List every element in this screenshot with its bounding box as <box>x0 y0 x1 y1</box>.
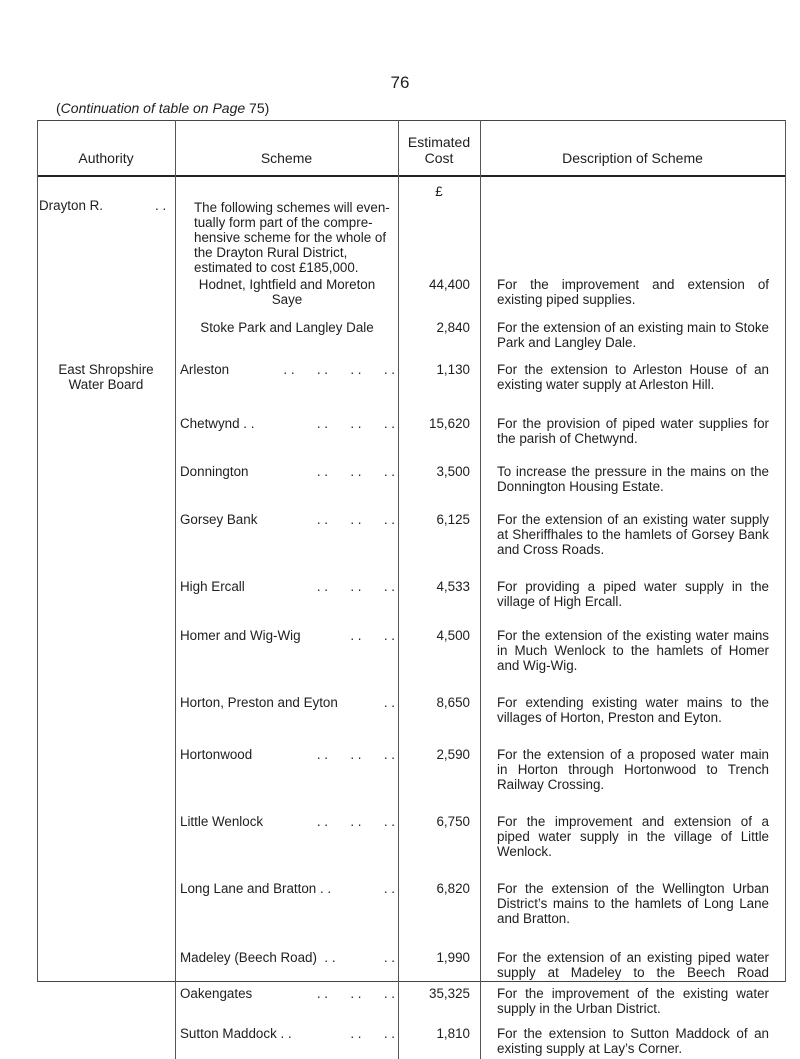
scheme-name: Hodnet, Ightfield and Moreton Saye <box>198 277 376 307</box>
cost-value: 6,125 <box>436 512 470 527</box>
drayton-intro: The following schemes will even- tually form part of the compre- hensive scheme for the whole of the Drayton Rural District, estimated to cost £185,000. <box>194 200 390 275</box>
scheme-name: Long Lane and Bratton . . . . <box>180 881 395 896</box>
scheme-description: For the improvement of the existing water supply in the Urban District. <box>497 986 769 1016</box>
column-divider <box>175 120 176 982</box>
cost-value: 4,533 <box>436 579 470 594</box>
cost-value: 8,650 <box>436 695 470 710</box>
authority-drayton: Drayton R. . . <box>39 198 167 213</box>
schemes-table <box>37 120 786 982</box>
header-authority: Authority <box>78 150 134 166</box>
scheme-description: For the provision of piped water supplies for the parish of Chetwynd. <box>497 416 769 446</box>
scheme-name: Madeley (Beech Road) . . . . <box>180 950 395 965</box>
table-left-border <box>37 120 38 982</box>
header-cost: Estimated Cost <box>407 134 471 166</box>
header-scheme: Scheme <box>260 150 313 166</box>
cost-value: 2,840 <box>436 320 470 335</box>
authority-east-shropshire: East Shropshire Water Board <box>58 362 154 392</box>
cost-value: 3,500 <box>436 464 470 479</box>
scheme-name: Homer and Wig-Wig . . . . <box>180 628 395 643</box>
scheme-name: Horton, Preston and Eyton . . <box>180 695 395 710</box>
scheme-name: Arleston . . . . . . . . <box>180 362 395 377</box>
column-divider <box>480 120 481 982</box>
scheme-description: For the extension of the Wellington Urban District’s mains to the hamlets of Long Lane and Bratton. <box>497 881 769 926</box>
scheme-name: Donnington . . . . . . <box>180 464 395 479</box>
header-rule <box>37 175 786 177</box>
scheme-name: Sutton Maddock . . . . . . <box>180 1026 395 1041</box>
scheme-description: For the extension of a proposed water main in Horton through Hortonwood to Trench Railway Crossing. <box>497 747 769 792</box>
continuation-note: (Continuation of table on Page 75) <box>56 100 270 116</box>
scheme-name: Little Wenlock . . . . . . <box>180 814 395 829</box>
column-divider <box>398 120 399 982</box>
cost-value: 6,750 <box>436 814 470 829</box>
column-divider <box>175 982 176 1059</box>
cost-value: 35,325 <box>429 986 470 1001</box>
scheme-description: For the improvement and extension of a piped water supply in the village of Little Wenlock. <box>497 814 769 859</box>
scheme-description: For the extension of an existing piped water supply at Madeley to the Beech Road <box>497 950 769 980</box>
scheme-description: For providing a piped water supply in the village of High Ercall. <box>497 579 769 609</box>
scheme-name: High Ercall . . . . . . <box>180 579 395 594</box>
cost-value: 15,620 <box>429 416 470 431</box>
cost-value: 2,590 <box>436 747 470 762</box>
scheme-description: To increase the pressure in the mains on the Donnington Housing Estate. <box>497 464 769 494</box>
cost-value: 1,130 <box>436 362 470 377</box>
scheme-description: For the improvement and extension of existing piped supplies. <box>497 277 769 307</box>
scheme-name: Gorsey Bank . . . . . . <box>180 512 395 527</box>
scheme-description: For the extension of an existing water supply at Sheriffhales to the hamlets of Gorsey Bank and Cross Roads. <box>497 512 769 557</box>
scheme-description: For the extension to Sutton Maddock of an existing supply at Lay’s Corner. <box>497 1026 769 1056</box>
cost-value: 1,990 <box>436 950 470 965</box>
scheme-name: Hortonwood . . . . . . <box>180 747 395 762</box>
table-top-rule <box>37 120 786 121</box>
scheme-name: Oakengates . . . . . . <box>180 986 395 1001</box>
cost-value: 1,810 <box>436 1026 470 1041</box>
cost-value: 4,500 <box>436 628 470 643</box>
scheme-name: Stoke Park and Langley Dale <box>200 320 374 335</box>
scheme-description: For the extension of an existing main to Stoke Park and Langley Dale. <box>497 320 769 350</box>
currency-symbol: £ <box>435 184 443 199</box>
column-divider <box>480 982 481 1059</box>
scheme-name: Chetwynd . . . . . . . . <box>180 416 395 431</box>
table-continuation <box>37 982 786 1059</box>
cost-value: 6,820 <box>436 881 470 896</box>
scheme-description: For the extension to Arleston House of an existing water supply at Arleston Hill. <box>497 362 769 392</box>
cost-value: 44,400 <box>429 277 470 292</box>
page-number: 76 <box>390 73 410 92</box>
table-right-border <box>785 120 786 982</box>
scheme-description: For the extension of the existing water mains in Much Wenlock to the hamlets of Homer and Wig-Wig. <box>497 628 769 673</box>
scheme-description: For extending existing water mains to the villages of Horton, Preston and Eyton. <box>497 695 769 725</box>
header-description: Description of Scheme <box>562 150 703 166</box>
